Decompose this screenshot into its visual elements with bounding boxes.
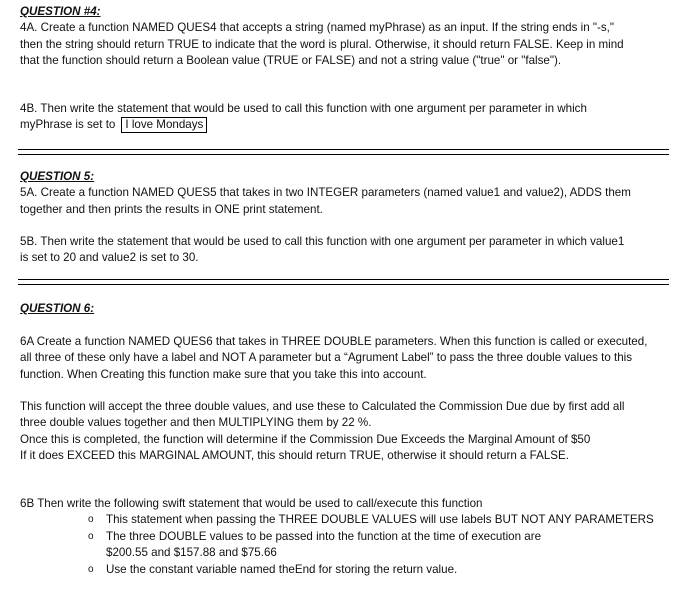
section-divider: [18, 149, 669, 155]
question-5b: [20, 234, 685, 267]
q6-bullet-list: [84, 512, 685, 578]
q6-paragraph-line: three double values together and then MULTIPLYING them by 22 %.: [20, 416, 372, 430]
question-4b: [20, 101, 685, 134]
q6-part-b-intro: 6B Then write the following swift statement that would be used to call/execute this function: [20, 497, 483, 510]
q4-part-b-line: 4B. Then write the statement that would be used to call this function with one argument per parameter in which: [20, 102, 587, 115]
list-item: o This statement when passing the THREE DOUBLE VALUES will use labels BUT NOT ANY PARAMETERS: [84, 512, 685, 528]
q4-part-b-text: myPhrase is set to: [20, 118, 116, 132]
q6-part-a-line: function. When Creating this function make sure that you take this into account.: [20, 367, 427, 381]
list-item: [84, 529, 685, 562]
question-4-title: QUESTION #4:: [20, 5, 101, 18]
q5-part-b-line: is set to 20 and value2 is set to 30.: [20, 251, 199, 265]
q4-part-b-line: [20, 117, 685, 133]
q5-part-a-line: 5A. Create a function NAMED QUES5 that takes in two INTEGER parameters (named value1 and value2), ADDS them: [20, 186, 631, 200]
section-divider: [18, 279, 669, 285]
question-5-title: QUESTION 5:: [20, 170, 95, 183]
list-item-text: o The three DOUBLE values to be passed into the function at the time of execution are: [106, 529, 542, 543]
phrase-value-box: I love Mondays: [121, 117, 207, 133]
q6-part-a-line: all three of these only have a label and NOT A parameter but a “Agrument Label” to pass the three double values to this: [20, 351, 633, 365]
q4-part-a-line: 4A. Create a function NAMED QUES4 that accepts a string (named myPhrase) as an input. If the string ends in "-s,": [20, 21, 614, 35]
list-item: o Use the constant variable named theEnd for storing the return value.: [84, 562, 685, 578]
q4-part-a-line: then the string should return TRUE to indicate that the word is plural. Otherwise, it should return FALSE. Keep in mind: [20, 37, 624, 51]
values-line: $200.55 and $157.88 and $75.66: [106, 546, 277, 560]
q5-part-a-line: together and then prints the results in ONE print statement.: [20, 202, 323, 216]
q4-part-a-line: that the function should return a Boolean value (TRUE or FALSE) and not a string value ("true" or "false").: [20, 54, 562, 68]
q6-paragraph-line: If it does EXCEED this MARGINAL AMOUNT, this should return TRUE, otherwise it should return a FALSE.: [20, 449, 569, 463]
question-5-section: [20, 169, 685, 218]
q6-part-a-line: 6A Create a function NAMED QUES6 that takes in THREE DOUBLE parameters. When this function is called or executed,: [20, 335, 648, 348]
question-6a: [20, 334, 685, 383]
question-6-title: QUESTION 6:: [20, 302, 95, 315]
q5-part-b-line: 5B. Then write the statement that would be used to call this function with one argument per parameter in which value1: [20, 235, 625, 248]
question-6-title-wrap: [20, 301, 685, 317]
question-4-section: [20, 4, 685, 70]
question-6b: [20, 496, 685, 578]
question-6-description: [20, 399, 685, 465]
q6-paragraph-line: Once this is completed, the function will determine if the Commission Due Exceeds the Marginal Amount of $50: [20, 432, 591, 446]
q6-paragraph-line: This function will accept the three double values, and use these to Calculated the Commission Due due by first add all: [20, 400, 625, 413]
